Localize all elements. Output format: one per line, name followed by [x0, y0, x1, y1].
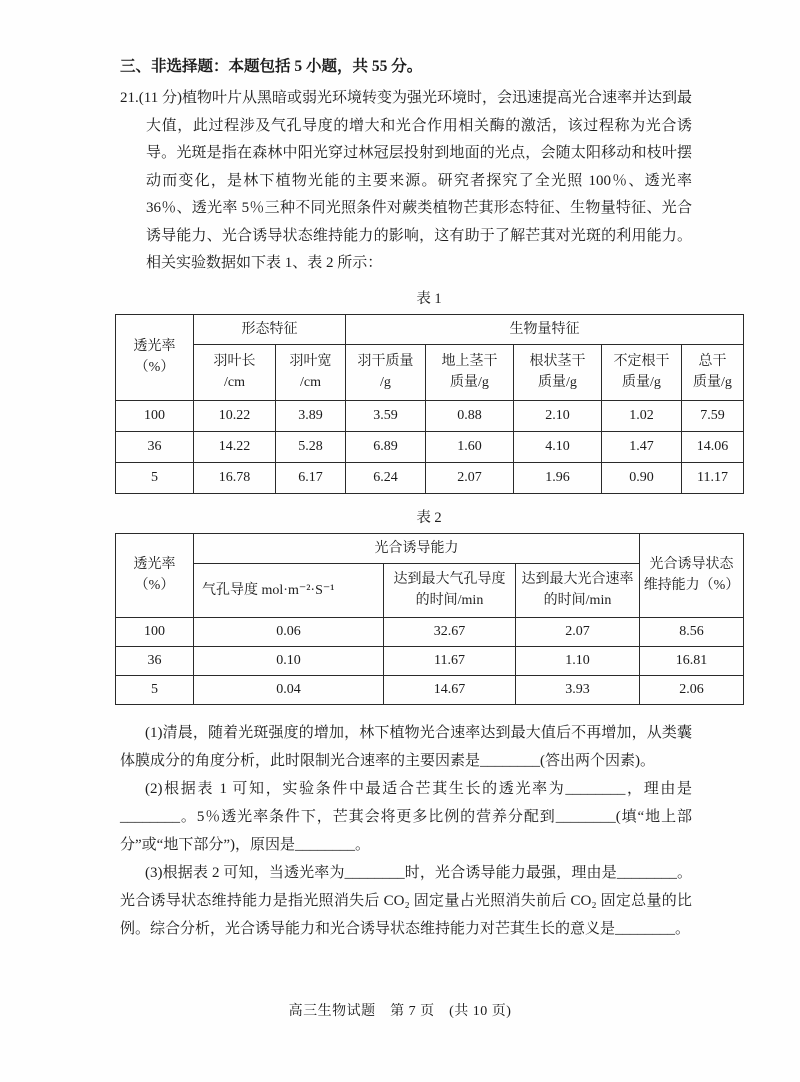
data-cell: 0.90: [602, 462, 682, 493]
data-cell: 10.22: [194, 400, 276, 431]
section-header: 三、非选择题：本题包括 5 小题，共 55 分。: [120, 58, 423, 75]
header-cell-biomass: 生物量特征: [346, 314, 744, 344]
header-line: 达到最大气孔导度: [393, 572, 506, 587]
header-cell: [514, 344, 602, 400]
data-cell: 4.10: [514, 431, 602, 462]
data-cell: 2.07: [516, 617, 640, 646]
sub-question-1: (1)清晨，随着光斑强度的增加，林下植物光合速率达到最大值后不再增加，从类囊体膜成分的角度分析，此时限制光合速率的主要因素是________(答出两个因素)。: [120, 724, 692, 769]
data-cell: 16.81: [640, 646, 744, 675]
question-21: [120, 85, 692, 278]
table-row: [116, 533, 744, 563]
data-cell: 6.24: [346, 462, 426, 493]
table-row: [116, 646, 744, 675]
table-row: [116, 617, 744, 646]
table-row: [116, 462, 744, 493]
header-cell: [276, 344, 346, 400]
data-cell: 0.04: [194, 675, 384, 704]
table-2-caption: 表 2: [416, 509, 442, 526]
data-cell: 1.02: [602, 400, 682, 431]
header-cell-transmittance: [116, 314, 194, 400]
data-cell: 11.17: [682, 462, 744, 493]
data-cell: 2.07: [426, 462, 514, 493]
sub-question-3: (3)根据表 2 可知，当透光率为________时，光合诱导能力最强，理由是________。光合诱导状态维持能力是指光照消失后 CO₂ 固定量占光照消失前后 CO₂ 固定总量的比例。综合分析，光合诱导能力和光合诱导状态维持能力对芒萁生长的意义是________。: [120, 864, 692, 937]
header-cell: [516, 563, 640, 617]
data-cell: 32.67: [384, 617, 516, 646]
header-cell: [384, 563, 516, 617]
header-line: 的时间/min: [415, 593, 484, 608]
table-row: [116, 675, 744, 704]
data-cell: 16.78: [194, 462, 276, 493]
header-line: /cm: [224, 375, 245, 390]
data-cell: 100: [116, 617, 194, 646]
data-cell: 0.88: [426, 400, 514, 431]
page-footer: 高三生物试题 第 7 页 (共 10 页): [288, 1004, 512, 1019]
data-cell: 1.96: [514, 462, 602, 493]
data-cell: 0.06: [194, 617, 384, 646]
header-line: 透光率: [133, 557, 176, 572]
header-line: 质量/g: [622, 375, 661, 390]
header-cell: [426, 344, 514, 400]
data-cell: 14.06: [682, 431, 744, 462]
data-cell: 14.67: [384, 675, 516, 704]
header-line: 不定根干: [613, 354, 670, 369]
header-line: 总干: [698, 354, 727, 369]
question-stem: (11 分)植物叶片从黑暗或弱光环境转变为强光环境时，会迅速提高光合速率并达到最大值，此过程涉及气孔导度的增大和光合作用相关酶的激活，该过程称为光合诱导。光斑是指在森林中阳光穿过林冠层投射到地面的光点，会随太阳移动和枝叶摆动而变化，是林下植物光能的主要来源。研究者探究了全光照 100％、透光率 36％、透光率 5％三种不同光照条件对蕨类植物芒萁形态特征、生物量特征、光合诱导能力、光合诱导状态维持能力的影响，这有助于了解芒萁对光斑的利用能力。相关实验数据如下表 1、表 2 所示：: [138, 90, 692, 271]
data-cell: 14.22: [194, 431, 276, 462]
table-row: [116, 431, 744, 462]
data-cell: 1.60: [426, 431, 514, 462]
data-cell: 3.59: [346, 400, 426, 431]
data-cell: 36: [116, 646, 194, 675]
table-1: [115, 314, 744, 494]
header-line: 光合诱导状态: [649, 557, 734, 572]
sub-question-2: (2)根据表 1 可知，实验条件中最适合芒萁生长的透光率为________，理由是________。5％透光率条件下，芒萁会将更多比例的营养分配到________(填“地上部分”或“地下部分”)，原因是________。: [120, 780, 692, 853]
data-cell: 8.56: [640, 617, 744, 646]
data-cell: 2.06: [640, 675, 744, 704]
data-cell: 2.10: [514, 400, 602, 431]
header-line: 质量/g: [538, 375, 577, 390]
header-line: 的时间/min: [543, 593, 612, 608]
table-row: [116, 400, 744, 431]
header-line: 质量/g: [693, 375, 732, 390]
header-cell: [682, 344, 744, 400]
header-line: 维持能力（%）: [643, 578, 740, 593]
data-cell: 0.10: [194, 646, 384, 675]
header-line: 达到最大光合速率: [521, 572, 634, 587]
data-cell: 5: [116, 462, 194, 493]
data-cell: 7.59: [682, 400, 744, 431]
header-line: 根状茎干: [529, 354, 586, 369]
data-cell: 6.17: [276, 462, 346, 493]
table-1-caption: 表 1: [416, 290, 442, 307]
header-line: 质量/g: [450, 375, 489, 390]
header-cell: [346, 344, 426, 400]
data-cell: 100: [116, 400, 194, 431]
header-line: （%）: [134, 578, 175, 593]
table-row: [116, 314, 744, 344]
data-cell: 5.28: [276, 431, 346, 462]
data-cell: 5: [116, 675, 194, 704]
header-cell-conductance: 气孔导度 mol·m⁻²·S⁻¹: [194, 563, 384, 617]
header-cell-transmittance: [116, 533, 194, 617]
header-line: （%）: [134, 360, 175, 375]
table-row: [116, 344, 744, 400]
table-2: [115, 533, 744, 705]
header-line: 透光率: [133, 339, 176, 354]
header-line: /cm: [300, 375, 321, 390]
sub-questions: [120, 719, 692, 943]
header-cell: [602, 344, 682, 400]
data-cell: 3.93: [516, 675, 640, 704]
data-cell: 1.47: [602, 431, 682, 462]
header-line: 地上茎干: [441, 354, 498, 369]
header-line: /g: [380, 375, 391, 390]
data-cell: 36: [116, 431, 194, 462]
header-cell: [194, 344, 276, 400]
data-cell: 6.89: [346, 431, 426, 462]
header-cell-induction: 光合诱导能力: [194, 533, 640, 563]
header-line: 羽叶长: [213, 354, 256, 369]
header-line: 羽叶宽: [289, 354, 332, 369]
data-cell: 3.89: [276, 400, 346, 431]
header-cell-morphology: 形态特征: [194, 314, 346, 344]
header-cell-maintain: [640, 533, 744, 617]
question-number: 21.: [120, 90, 139, 106]
header-line: 羽干质量: [357, 354, 414, 369]
data-cell: 11.67: [384, 646, 516, 675]
data-cell: 1.10: [516, 646, 640, 675]
